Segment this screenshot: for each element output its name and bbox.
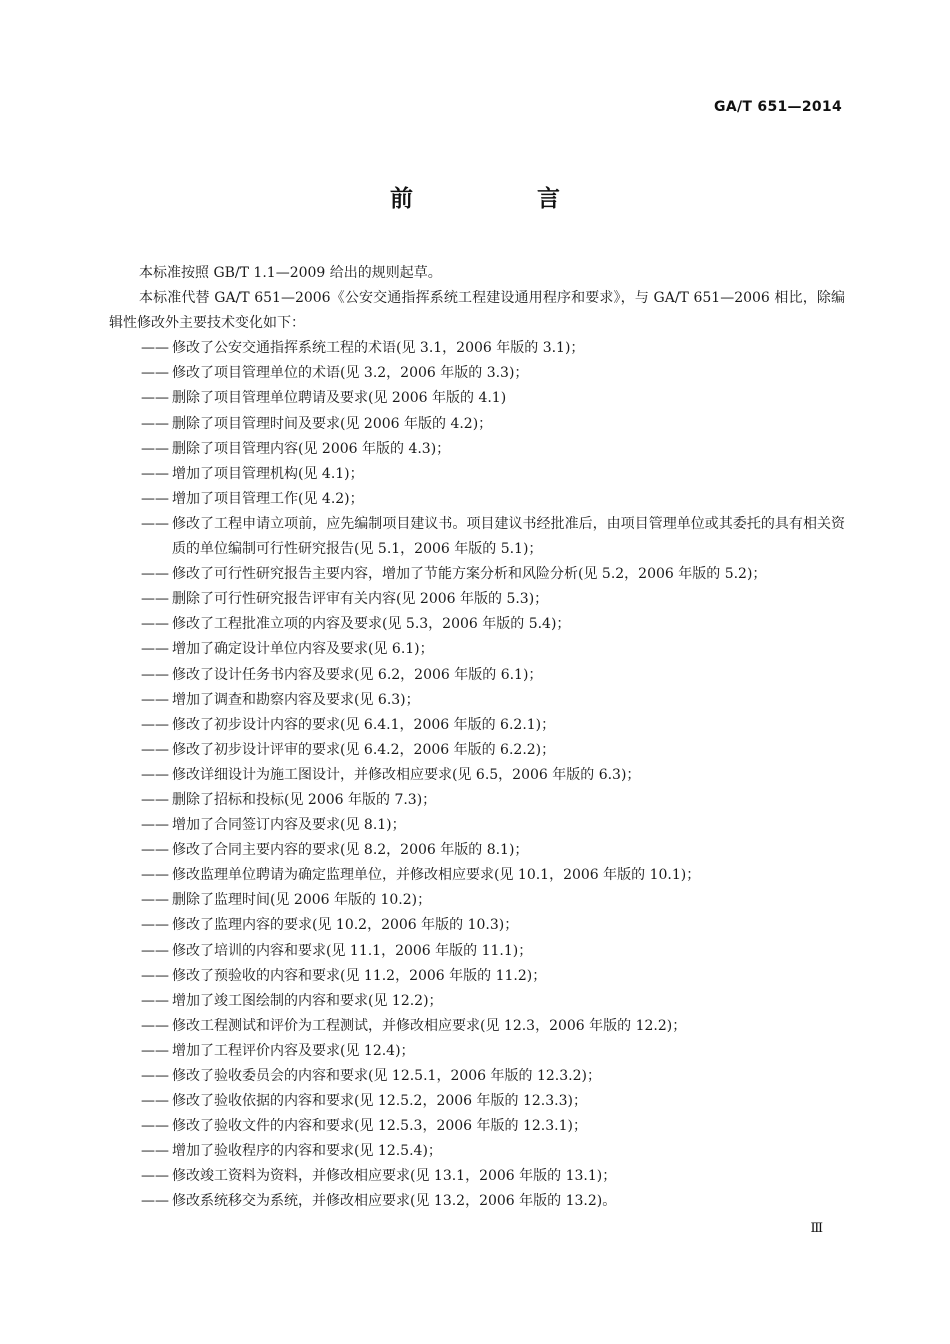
change-item xyxy=(109,437,845,462)
dash-marker: —— xyxy=(141,1193,169,1210)
dash-marker: —— xyxy=(141,892,169,909)
change-text: 修改了项目管理单位的术语(见 3.2，2006 年版的 3.3)； xyxy=(172,365,529,382)
dash-marker: —— xyxy=(141,791,169,808)
change-item xyxy=(109,863,845,888)
change-text: 增加了项目管理机构(见 4.1)； xyxy=(172,465,364,482)
standard-code: GA/T 651—2014 xyxy=(714,99,842,115)
change-item xyxy=(109,1014,845,1039)
dash-marker: —— xyxy=(141,716,169,733)
change-item xyxy=(109,1164,845,1189)
change-text: 修改了合同主要内容的要求(见 8.2，2006 年版的 8.1)； xyxy=(172,842,529,859)
change-text: 增加了竣工图绘制的内容和要求(见 12.2)； xyxy=(172,992,443,1009)
change-item xyxy=(109,1039,845,1064)
change-item xyxy=(109,788,845,813)
change-text: 删除了监理时间(见 2006 年版的 10.2)； xyxy=(172,892,432,909)
dash-marker: —— xyxy=(141,1143,169,1160)
change-text: 修改了预验收的内容和要求(见 11.2，2006 年版的 11.2)； xyxy=(172,967,547,984)
change-text: 增加了合同签订内容及要求(见 8.1)； xyxy=(172,817,406,834)
dash-marker: —— xyxy=(141,1017,169,1034)
change-text: 修改系统移交为系统，并修改相应要求(见 13.2，2006 年版的 13.2)。 xyxy=(172,1193,617,1210)
change-item xyxy=(109,1189,845,1214)
change-item xyxy=(109,964,845,989)
change-text: 增加了调查和勘察内容及要求(见 6.3)； xyxy=(172,691,420,708)
change-text: 修改了可行性研究报告主要内容，增加了节能方案分析和风险分析(见 5.2，2006 年版的 5.2)； xyxy=(172,566,767,583)
dash-marker: —— xyxy=(141,691,169,708)
change-text: 修改了初步设计内容的要求(见 6.4.1，2006 年版的 6.2.1)； xyxy=(172,716,556,733)
dash-marker: —— xyxy=(141,817,169,834)
dash-marker: —— xyxy=(141,365,169,382)
change-text: 增加了工程评价内容及要求(见 12.4)； xyxy=(172,1042,415,1059)
change-item xyxy=(109,1114,845,1139)
dash-marker: —— xyxy=(141,917,169,934)
dash-marker: —— xyxy=(141,842,169,859)
dash-marker: —— xyxy=(141,1118,169,1135)
change-item xyxy=(109,1089,845,1114)
dash-marker: —— xyxy=(141,566,169,583)
change-text: 删除了项目管理时间及要求(见 2006 年版的 4.2)； xyxy=(172,415,493,432)
dash-marker: —— xyxy=(141,867,169,884)
change-item xyxy=(109,663,845,688)
dash-marker: —— xyxy=(141,415,169,432)
change-item xyxy=(109,763,845,788)
change-item xyxy=(109,562,845,587)
change-item xyxy=(109,462,845,487)
change-text: 删除了项目管理单位聘请及要求(见 2006 年版的 4.1) xyxy=(172,390,507,407)
change-text: 修改工程测试和评价为工程测试，并修改相应要求(见 12.3，2006 年版的 12.2)； xyxy=(172,1017,687,1034)
dash-marker: —— xyxy=(141,1168,169,1185)
change-item xyxy=(109,361,845,386)
change-text: 修改了工程申请立项前，应先编制项目建议书。项目建议书经批准后，由项目管理单位或其委托的具有相关资质的单位编制可行性研究报告(见 5.1，2006 年版的 5.1)； xyxy=(172,515,845,558)
dash-marker: —— xyxy=(141,515,169,532)
dash-marker: —— xyxy=(141,591,169,608)
dash-marker: —— xyxy=(141,390,169,407)
change-item xyxy=(109,838,845,863)
change-text: 增加了项目管理工作(见 4.2)； xyxy=(172,490,364,507)
change-text: 修改了培训的内容和要求(见 11.1，2006 年版的 11.1)； xyxy=(172,942,533,959)
change-text: 增加了确定设计单位内容及要求(见 6.1)； xyxy=(172,641,434,658)
dash-marker: —— xyxy=(141,766,169,783)
change-text: 修改详细设计为施工图设计，并修改相应要求(见 6.5，2006 年版的 6.3)； xyxy=(172,766,641,783)
page-number: Ⅲ xyxy=(810,1221,823,1236)
change-item xyxy=(109,688,845,713)
change-item xyxy=(109,612,845,637)
change-item xyxy=(109,913,845,938)
change-text: 增加了验收程序的内容和要求(见 12.5.4)； xyxy=(172,1143,442,1160)
change-text: 修改了设计任务书内容及要求(见 6.2，2006 年版的 6.1)； xyxy=(172,666,543,683)
change-item xyxy=(109,738,845,763)
change-item xyxy=(109,939,845,964)
change-item xyxy=(109,637,845,662)
dash-marker: —— xyxy=(141,967,169,984)
dash-marker: —— xyxy=(141,1042,169,1059)
change-text: 修改了监理内容的要求(见 10.2，2006 年版的 10.3)； xyxy=(172,917,519,934)
dash-marker: —— xyxy=(141,1068,169,1084)
foreword-body xyxy=(109,261,845,1215)
change-text: 修改监理单位聘请为确定监理单位，并修改相应要求(见 10.1，2006 年版的 10.1)； xyxy=(172,867,701,884)
intro-paragraph: 本标准按照 GB/T 1.1—2009 给出的规则起草。 xyxy=(139,265,442,281)
change-item xyxy=(109,386,845,411)
change-text: 修改了公安交通指挥系统工程的术语(见 3.1，2006 年版的 3.1)； xyxy=(172,340,585,357)
dash-marker: —— xyxy=(141,340,169,357)
change-text: 修改了初步设计评审的要求(见 6.4.2，2006 年版的 6.2.2)； xyxy=(172,741,556,758)
change-list xyxy=(109,336,845,1214)
change-text: 修改了工程批准立项的内容及要求(见 5.3，2006 年版的 5.4)； xyxy=(172,616,571,633)
dash-marker: —— xyxy=(141,616,169,633)
page-title: 前 言 xyxy=(389,186,618,212)
dash-marker: —— xyxy=(141,666,169,683)
dash-marker: —— xyxy=(141,741,169,758)
change-item xyxy=(109,587,845,612)
dash-marker: —— xyxy=(141,440,169,457)
change-text: 删除了项目管理内容(见 2006 年版的 4.3)； xyxy=(172,440,451,457)
change-item xyxy=(109,888,845,913)
dash-marker: —— xyxy=(141,465,169,482)
dash-marker: —— xyxy=(141,1093,169,1110)
dash-marker: —— xyxy=(141,942,169,959)
change-item xyxy=(109,336,845,361)
change-item xyxy=(109,512,845,562)
dash-marker: —— xyxy=(141,992,169,1009)
change-item xyxy=(109,813,845,838)
change-text: 修改了验收委员会的内容和要求(见 12.5.1，2006 年版的 12.3.2)； xyxy=(172,1068,601,1084)
change-item xyxy=(109,1139,845,1164)
change-text: 修改竣工资料为资料，并修改相应要求(见 13.1，2006 年版的 13.1)； xyxy=(172,1168,617,1185)
change-item xyxy=(109,1064,845,1089)
change-text: 修改了验收依据的内容和要求(见 12.5.2，2006 年版的 12.3.3)； xyxy=(172,1093,587,1110)
replacement-paragraph: 本标准代替 GA/T 651—2006《公安交通指挥系统工程建设通用程序和要求》，与 GA/T 651—2006 相比，除编辑性修改外主要技术变化如下： xyxy=(109,290,845,332)
change-text: 删除了可行性研究报告评审有关内容(见 2006 年版的 5.3)； xyxy=(172,591,549,608)
change-item xyxy=(109,487,845,512)
change-text: 修改了验收文件的内容和要求(见 12.5.3，2006 年版的 12.3.1)； xyxy=(172,1118,587,1135)
change-text: 删除了招标和投标(见 2006 年版的 7.3)； xyxy=(172,791,437,808)
change-item xyxy=(109,412,845,437)
change-item xyxy=(109,713,845,738)
dash-marker: —— xyxy=(141,641,169,658)
dash-marker: —— xyxy=(141,490,169,507)
change-item xyxy=(109,989,845,1014)
